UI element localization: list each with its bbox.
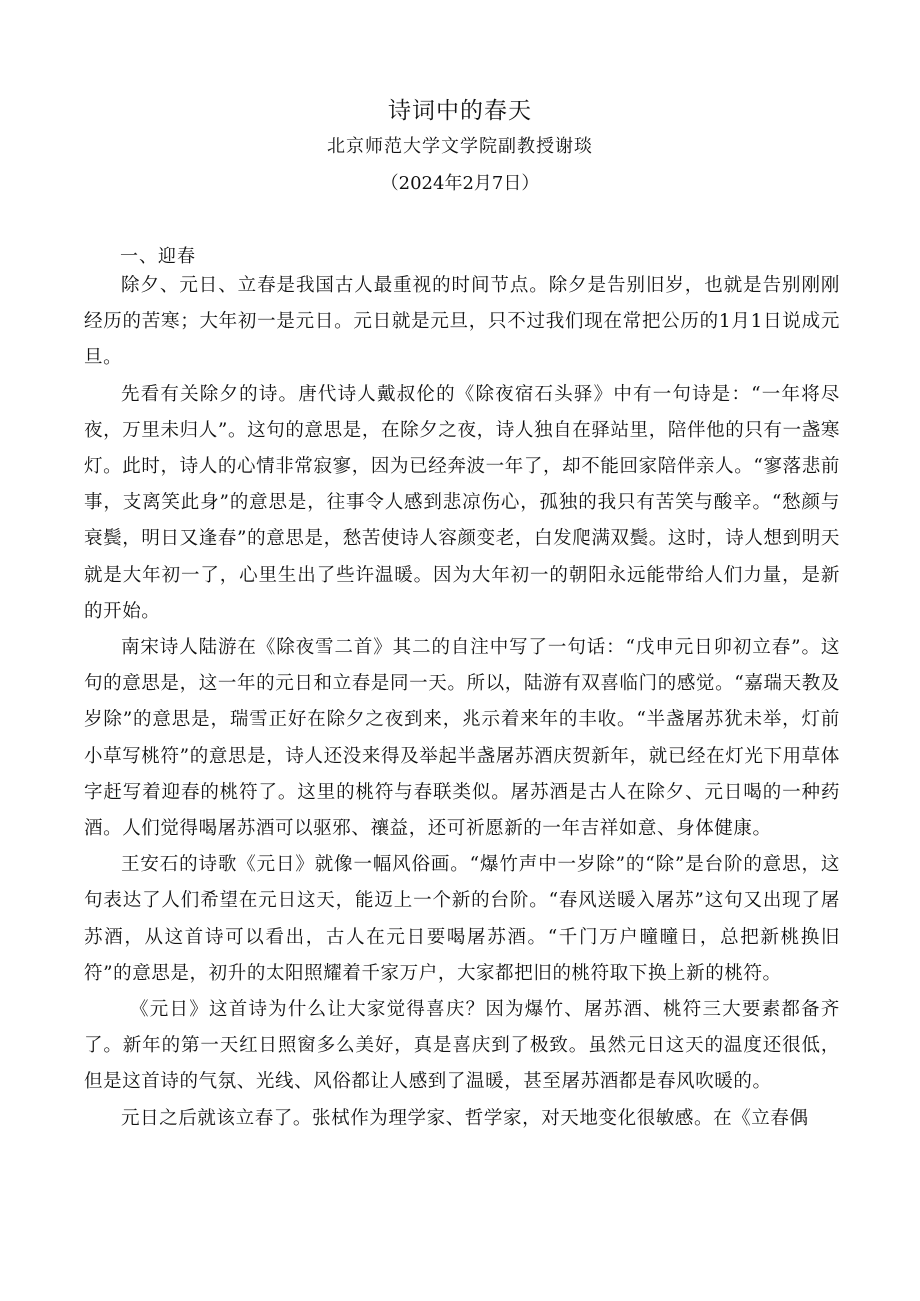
paragraph: 《元日》这首诗为什么让大家觉得喜庆？因为爆竹、屠苏酒、桃符三大要素都备齐了。新年的第一天红日照窗多么美好，真是喜庆到了极致。虽然元日这天的温度还很低，但是这首诗的气氛、光线、风俗都让人感到了温暖，甚至屠苏酒都是春风吹暖的。	[84, 999, 840, 1093]
paragraph: 南宋诗人陆游在《除夜雪二首》其二的自注中写了一句话：“戊申元日卯初立春”。这句的意思是，这一年的元日和立春是同一天。所以，陆游有双喜临门的感觉。“嘉瑞天教及岁除”的意思是，瑞雪正好在除夕之夜到来，兆示着来年的丰收。“半盏屠苏犹未举，灯前小草写桃符”的意思是，诗人还没来得及举起半盏屠苏酒庆贺新年，就已经在灯光下用草体字赶写着迎春的桃符了。这里的桃符与春联类似。屠苏酒是古人在除夕、元日喝的一种药酒。人们觉得喝屠苏酒可以驱邪、禳益，还可祈愿新的一年吉祥如意、身体健康。	[84, 637, 840, 840]
date-line: （2024年2月7日）	[380, 173, 540, 194]
document-title: 诗词中的春天	[388, 98, 532, 124]
paragraph: 王安石的诗歌《元日》就像一幅风俗画。“爆竹声中一岁除”的“除”是台阶的意思，这句表达了人们希望在元日这天，能迈上一个新的台阶。“春风送暖入屠苏”这句又出现了屠苏酒，从这首诗可以看出，古人在元日要喝屠苏酒。“千门万户曈曈日，总把新桃换旧符”的意思是，初升的太阳照耀着千家万户，大家都把旧的桃符取下换上新的桃符。	[84, 854, 840, 984]
paragraph: 先看有关除夕的诗。唐代诗人戴叔伦的《除夜宿石头驿》中有一句诗是：“一年将尽夜，万里未归人”。这句的意思是，在除夕之夜，诗人独自在驿站里，陪伴他的只有一盏寒灯。此时，诗人的心情非常寂寥，因为已经奔波一年了，却不能回家陪伴亲人。“寥落悲前事，支离笑此身”的意思是，往事令人感到悲凉伤心，孤独的我只有苦笑与酸辛。“愁颜与衰鬓，明日又逢春”的意思是，愁苦使诗人容颜变老，白发爬满双鬓。这时，诗人想到明天就是大年初一了，心里生出了些许温暖。因为大年初一的朝阳永远能带给人们力量，是新的开始。	[84, 383, 840, 622]
author-line: 北京师范大学文学院副教授谢琰	[327, 136, 593, 157]
document-body	[84, 268, 840, 1137]
section-heading: 一、迎春	[120, 246, 196, 267]
paragraph: 元日之后就该立春了。张栻作为理学家、哲学家，对天地变化很敏感。在《立春偶	[121, 1107, 809, 1129]
paragraph: 除夕、元日、立春是我国古人最重视的时间节点。除夕是告别旧岁，也就是告别刚刚经历的苦寒；大年初一是元日。元日就是元旦，只不过我们现在常把公历的1月1日说成元旦。	[84, 275, 840, 369]
